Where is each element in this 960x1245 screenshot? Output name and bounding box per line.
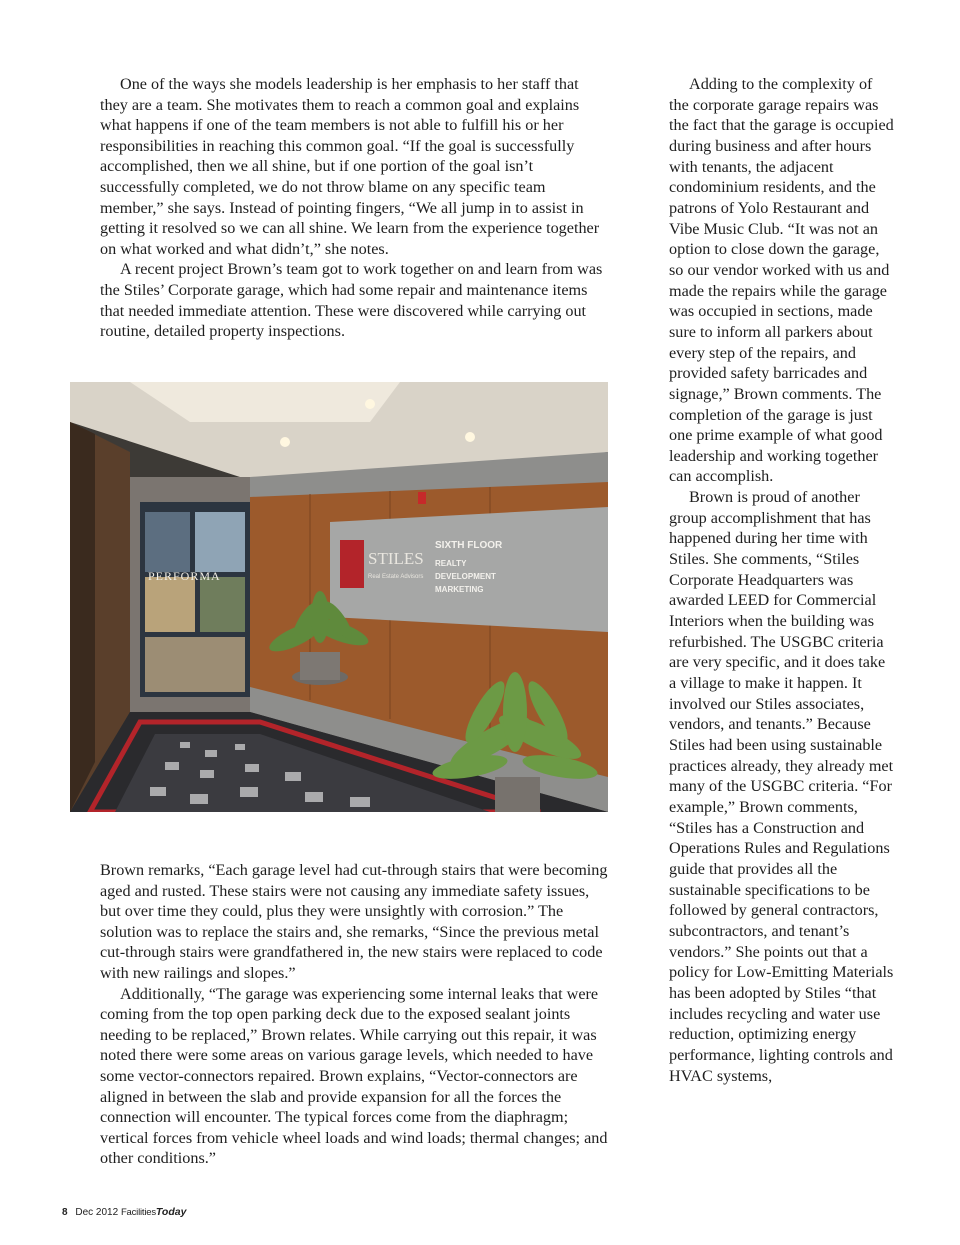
window-text: PERFORMA <box>148 569 221 583</box>
body-paragraph: One of the ways she models leadership is her emphasis to her staff that they are a team. She motivates them to reach a common goal and explains what happens if one of the team members is not able to fulfill his or her responsibilities in reaching this common goal. “If the goal is successfully accomplished, then we all shine, but if one portion of the goal isn’t successfully completed, we do not throw blame on any specific team member,” she says. Instead of pointing fingers, “We all jump in to assist in getting it resolved so we can all shine. We learn from the experience together on what worked and what didn’t,” she notes. <box>100 75 600 258</box>
stiles-logo <box>340 540 364 588</box>
body-paragraph: Additionally, “The garage was experiencing some internal leaks that were coming from the top open parking deck due to the exposed sealant joints needing to be replaced,” Brown relates. While carrying out this repair, it was noted there were some areas on various garage levels, which needed to have some vector-connectors repaired. Brown explains, “Vector-connectors are aligned in between the slab and provide expansion for all the forces the connection will encounter. The typical forces come from the diaphragm; vertical forces from vehicle wheel loads and wind loads; thermal changes; and other conditions.” <box>100 984 608 1168</box>
sign-band <box>330 507 608 632</box>
sign-line: DEVELOPMENT <box>435 572 496 581</box>
issue-date: Dec 2012 <box>75 1207 119 1218</box>
sign-line: MARKETING <box>435 585 484 594</box>
magazine-brand <box>121 1207 186 1218</box>
body-paragraph: Brown is proud of another group accomplishment that has happened during her time with Stiles. She comments, “Stiles Corporate Headquarters was awarded LEED for Commercial Interiors when the building was refurbished. The USGBC criteria are very specific, and it does take a village to make it happen. It involved our Stiles associates, vendors, and tenants.” Because Stiles had been using sustainable practices already, they already met many of the USGBC criteria. “For example,” Brown comments, “Stiles has a Construction and Operations Rules and Regulations guide that provides all the sustainable specifications to be followed by general contractors, subcontractors, and tenant’s vendors.” She points out that a policy for Low-Emitting Materials has been adopted by Stiles “that includes recycling and water use reduction, optimizing energy performance, lighting controls and HVAC systems, <box>669 488 894 1085</box>
body-paragraph: Brown remarks, “Each garage level had cut-through stairs that were becoming aged and rusted. These stairs were not causing any immediate safety issues, but over time they could, plus they were unsightly with corrosion.” The solution was to replace the stairs and, she remarks, “Since the previous metal cut-through stairs were grandfathered in, the new stairs were replaced to code with new railings and slopes.” <box>100 861 608 982</box>
sign-line: SIXTH FLOOR <box>435 540 503 551</box>
left-column-bottom <box>100 860 608 1169</box>
brand-bold: Today <box>155 1206 187 1218</box>
brand-light: Facilities <box>120 1207 156 1218</box>
right-column <box>669 74 895 1086</box>
exit-sign <box>418 492 426 504</box>
body-paragraph: A recent project Brown’s team got to work together on and learn from was the Stiles’ Corporate garage, which had some repair and maintenance items that needed immediate attention. These were discovered while carrying out routine, detailed property inspections. <box>100 260 603 341</box>
page-footer <box>62 1206 186 1218</box>
left-column-top <box>100 74 608 342</box>
hallway-photo <box>70 382 608 812</box>
planter <box>300 652 340 680</box>
body-paragraph: Adding to the complexity of the corporate garage repairs was the fact that the garage is occupied during business and after hours with tenants, the adjacent condominium residents, and the patrons of Yolo Restaurant and Vibe Music Club. “It was not an option to close down the garage, so our vendor worked with us and made the repairs while the garage was occupied in sections, made sure to inform all parkers about every step of the repairs, and provided safety barricades and signage,” Brown comments. The completion of the garage is just one prime example of what good leadership and working together can accomplish. <box>669 75 894 486</box>
sign-line: REALTY <box>435 559 467 568</box>
page-number: 8 <box>62 1207 68 1218</box>
logo-subtitle: Real Estate Advisors <box>368 574 424 580</box>
logo-text: STILES <box>368 549 424 568</box>
